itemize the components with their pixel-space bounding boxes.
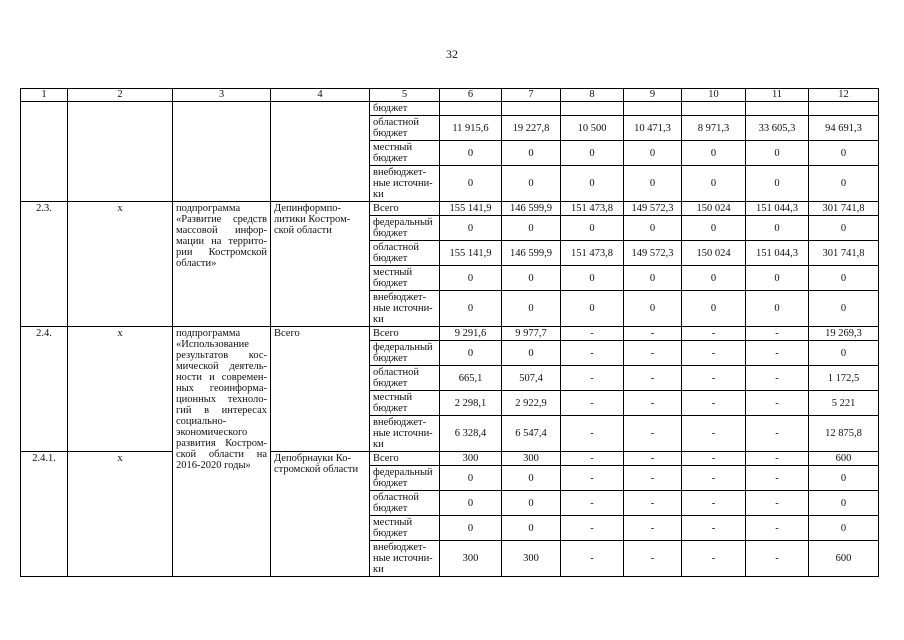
item-mark-cell: х (68, 327, 173, 452)
value-cell: 9 291,6 (440, 327, 502, 341)
funding-source-cell: федеральный бюджет (370, 466, 440, 491)
header-cell: 7 (502, 89, 561, 102)
value-cell: 10 500 (561, 116, 624, 141)
header-cell: 12 (809, 89, 879, 102)
value-cell: - (682, 341, 746, 366)
header-cell: 5 (370, 89, 440, 102)
value-cell: 1 172,5 (809, 366, 879, 391)
item-code-cell (21, 102, 68, 202)
value-cell: 155 141,9 (440, 241, 502, 266)
value-cell: 0 (682, 266, 746, 291)
value-cell: 146 599,9 (502, 202, 561, 216)
value-cell: 151 044,3 (746, 202, 809, 216)
value-cell: 0 (682, 166, 746, 202)
value-cell: 12 875,8 (809, 416, 879, 452)
value-cell: - (682, 541, 746, 577)
funding-source-cell: внебюджет-ные источни-ки (370, 166, 440, 202)
header-cell: 4 (271, 89, 370, 102)
value-cell: - (682, 452, 746, 466)
funding-source-cell: Всего (370, 452, 440, 466)
header-cell: 9 (624, 89, 682, 102)
value-cell: - (682, 391, 746, 416)
value-cell: 0 (809, 166, 879, 202)
program-name-cell: подпрограмма «Использование результатов кос-мической деятель-ности и современ-ных геоинформа-ционных техноло-гий в интересах социально-экономического развития Костром-ской области на 2016-2020 годы» (173, 327, 271, 577)
value-cell: - (561, 516, 624, 541)
page-number: 32 (446, 47, 458, 61)
funding-source-cell: областной бюджет (370, 491, 440, 516)
value-cell: 0 (440, 141, 502, 166)
value-cell: 0 (682, 141, 746, 166)
responsible-cell: Депинформпо-литики Костром-ской области (271, 202, 370, 327)
value-cell: 0 (746, 166, 809, 202)
item-mark-cell: х (68, 452, 173, 577)
header-cell: 6 (440, 89, 502, 102)
value-cell: - (746, 516, 809, 541)
value-cell: 300 (440, 452, 502, 466)
funding-source-cell: местный бюджет (370, 516, 440, 541)
header-cell: 2 (68, 89, 173, 102)
value-cell: - (746, 541, 809, 577)
value-cell: 0 (809, 341, 879, 366)
value-cell: 0 (809, 516, 879, 541)
value-cell: 600 (809, 541, 879, 577)
value-cell: 0 (502, 491, 561, 516)
header-cell: 8 (561, 89, 624, 102)
value-cell: 0 (502, 141, 561, 166)
value-cell: - (624, 416, 682, 452)
value-cell: 5 221 (809, 391, 879, 416)
program-name-cell (173, 102, 271, 202)
table-row (21, 202, 879, 216)
value-cell: 0 (502, 166, 561, 202)
value-cell: - (561, 341, 624, 366)
value-cell: 0 (561, 291, 624, 327)
responsible-cell (271, 102, 370, 202)
value-cell: - (624, 452, 682, 466)
value-cell (440, 102, 502, 116)
value-cell: 0 (682, 216, 746, 241)
value-cell: 10 471,3 (624, 116, 682, 141)
value-cell: - (561, 366, 624, 391)
funding-source-cell: местный бюджет (370, 391, 440, 416)
value-cell: 150 024 (682, 241, 746, 266)
funding-source-cell: федеральный бюджет (370, 341, 440, 366)
value-cell: 0 (440, 166, 502, 202)
value-cell: 0 (440, 516, 502, 541)
value-cell: - (682, 491, 746, 516)
value-cell: 0 (624, 266, 682, 291)
value-cell: 149 572,3 (624, 202, 682, 216)
header-cell: 11 (746, 89, 809, 102)
value-cell: - (561, 491, 624, 516)
value-cell: - (624, 391, 682, 416)
value-cell: 0 (561, 166, 624, 202)
value-cell: - (561, 327, 624, 341)
funding-source-cell: Всего (370, 327, 440, 341)
item-mark-cell (68, 102, 173, 202)
value-cell: 0 (502, 466, 561, 491)
value-cell: - (746, 452, 809, 466)
value-cell: 600 (809, 452, 879, 466)
value-cell: 0 (440, 266, 502, 291)
funding-source-cell: местный бюджет (370, 141, 440, 166)
value-cell: 151 473,8 (561, 202, 624, 216)
value-cell: - (624, 466, 682, 491)
header-row (21, 89, 879, 102)
funding-source-cell: областной бюджет (370, 241, 440, 266)
responsible-cell: Всего (271, 327, 370, 452)
value-cell: - (682, 327, 746, 341)
item-code-cell: 2.4. (21, 327, 68, 452)
value-cell: - (561, 416, 624, 452)
value-cell: - (746, 491, 809, 516)
funding-source-cell: областной бюджет (370, 366, 440, 391)
value-cell: - (682, 516, 746, 541)
value-cell: - (561, 452, 624, 466)
value-cell: 300 (440, 541, 502, 577)
value-cell: 149 572,3 (624, 241, 682, 266)
value-cell: 0 (809, 491, 879, 516)
table-row (21, 452, 879, 466)
program-name-cell: подпрограмма «Развитие средств массовой инфор-мации на террито-рии Костромской области» (173, 202, 271, 327)
funding-source-cell: Всего (370, 202, 440, 216)
value-cell (746, 102, 809, 116)
value-cell: 0 (624, 216, 682, 241)
value-cell: 0 (440, 216, 502, 241)
funding-source-cell: федеральный бюджет (370, 216, 440, 241)
value-cell: - (682, 466, 746, 491)
value-cell (502, 102, 561, 116)
value-cell: 0 (746, 291, 809, 327)
value-cell (624, 102, 682, 116)
value-cell: 151 473,8 (561, 241, 624, 266)
value-cell: - (624, 341, 682, 366)
funding-source-cell: внебюджет-ные источни-ки (370, 291, 440, 327)
value-cell: 0 (624, 291, 682, 327)
value-cell: 0 (440, 291, 502, 327)
value-cell: 6 328,4 (440, 416, 502, 452)
budget-table (20, 88, 879, 577)
item-code-cell: 2.3. (21, 202, 68, 327)
value-cell: - (561, 391, 624, 416)
value-cell: 300 (502, 541, 561, 577)
header-cell: 10 (682, 89, 746, 102)
value-cell: - (746, 341, 809, 366)
value-cell: 0 (746, 266, 809, 291)
value-cell: 0 (440, 491, 502, 516)
value-cell: 2 298,1 (440, 391, 502, 416)
value-cell: 94 691,3 (809, 116, 879, 141)
funding-source-cell: местный бюджет (370, 266, 440, 291)
funding-source-cell: внебюджет-ные источни-ки (370, 541, 440, 577)
item-code-cell: 2.4.1. (21, 452, 68, 577)
value-cell: - (561, 541, 624, 577)
table-row (21, 102, 879, 116)
value-cell: 33 605,3 (746, 116, 809, 141)
value-cell: - (746, 391, 809, 416)
value-cell: 11 915,6 (440, 116, 502, 141)
value-cell: - (682, 416, 746, 452)
value-cell: - (624, 491, 682, 516)
value-cell (809, 102, 879, 116)
item-mark-cell: х (68, 202, 173, 327)
value-cell: 0 (440, 341, 502, 366)
funding-source-cell: областной бюджет (370, 116, 440, 141)
value-cell: 8 971,3 (682, 116, 746, 141)
value-cell (561, 102, 624, 116)
value-cell: 146 599,9 (502, 241, 561, 266)
value-cell: 0 (502, 266, 561, 291)
value-cell: 665,1 (440, 366, 502, 391)
value-cell: 0 (440, 466, 502, 491)
value-cell: 6 547,4 (502, 416, 561, 452)
funding-source-cell: бюджет (370, 102, 440, 116)
value-cell: - (624, 541, 682, 577)
value-cell: 0 (502, 291, 561, 327)
value-cell: 0 (502, 341, 561, 366)
value-cell: 507,4 (502, 366, 561, 391)
value-cell: 9 977,7 (502, 327, 561, 341)
value-cell: 0 (624, 141, 682, 166)
value-cell: 19 269,3 (809, 327, 879, 341)
value-cell: 2 922,9 (502, 391, 561, 416)
value-cell: 0 (809, 266, 879, 291)
value-cell (682, 102, 746, 116)
header-cell: 3 (173, 89, 271, 102)
value-cell: 0 (682, 291, 746, 327)
value-cell: 0 (809, 141, 879, 166)
value-cell: 0 (809, 291, 879, 327)
value-cell: 0 (809, 466, 879, 491)
value-cell: - (624, 366, 682, 391)
table-row (21, 327, 879, 341)
value-cell: - (624, 327, 682, 341)
value-cell: 301 741,8 (809, 241, 879, 266)
value-cell: 0 (502, 216, 561, 241)
value-cell: 300 (502, 452, 561, 466)
value-cell: - (746, 327, 809, 341)
value-cell: 0 (561, 216, 624, 241)
value-cell: - (746, 466, 809, 491)
value-cell: 155 141,9 (440, 202, 502, 216)
header-cell: 1 (21, 89, 68, 102)
value-cell: 0 (502, 516, 561, 541)
table-body (21, 89, 879, 577)
value-cell: 0 (809, 216, 879, 241)
value-cell: 19 227,8 (502, 116, 561, 141)
value-cell: 151 044,3 (746, 241, 809, 266)
value-cell: - (746, 366, 809, 391)
funding-source-cell: внебюджет-ные источни-ки (370, 416, 440, 452)
value-cell: 0 (746, 141, 809, 166)
value-cell: 0 (746, 216, 809, 241)
value-cell: - (624, 516, 682, 541)
value-cell: 150 024 (682, 202, 746, 216)
value-cell: - (561, 466, 624, 491)
responsible-cell: Депобрнауки Ко-стромской области (271, 452, 370, 577)
value-cell: - (682, 366, 746, 391)
value-cell: 0 (624, 166, 682, 202)
value-cell: 301 741,8 (809, 202, 879, 216)
value-cell: 0 (561, 266, 624, 291)
value-cell: - (746, 416, 809, 452)
value-cell: 0 (561, 141, 624, 166)
